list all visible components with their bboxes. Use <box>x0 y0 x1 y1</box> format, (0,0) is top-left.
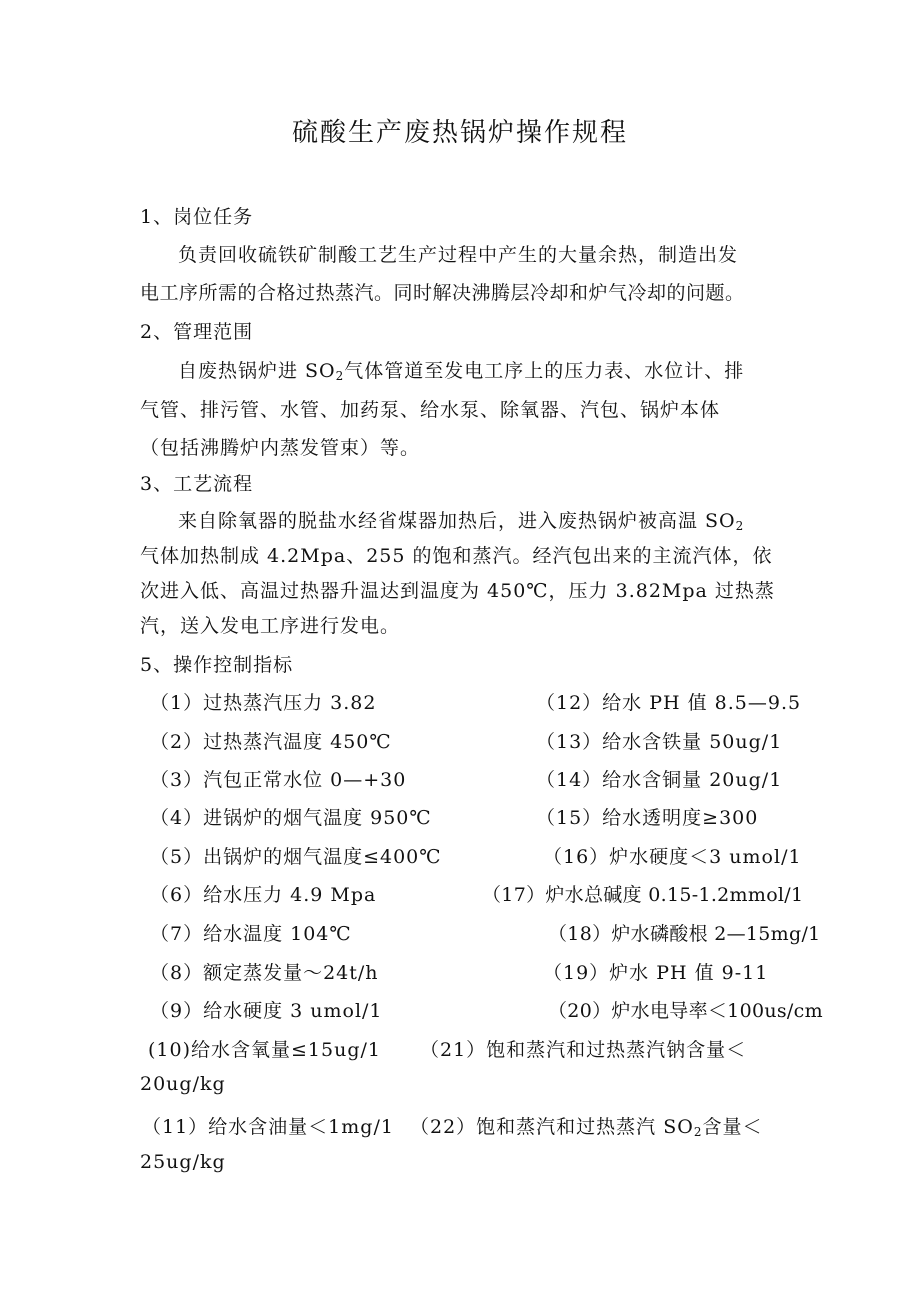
indicator-item-12: （12）给水 PH 值 8.5—9.5 <box>536 692 802 714</box>
so2-subscript: 2 <box>735 519 745 533</box>
indicator-item-7: （7）给水温度 104℃ <box>150 923 352 945</box>
section-1-paragraph-line-1: 负责回收硫铁矿制酸工艺生产过程中产生的大量余热，制造出发 <box>178 244 739 266</box>
indicator-item-11: （11）给水含油量＜1mg/1 <box>142 1116 394 1138</box>
item-22-text-b: 含量＜ <box>702 1116 763 1138</box>
indicator-item-4: （4）进锅炉的烟气温度 950℃ <box>150 807 432 829</box>
indicator-item-1: （1）过热蒸汽压力 3.82 <box>150 692 377 714</box>
section-2-heading: 2、管理范围 <box>140 321 254 343</box>
indicator-item-5: （5）出锅炉的烟气温度≤400℃ <box>150 846 442 868</box>
section-5-heading: 5、操作控制指标 <box>140 654 294 676</box>
indicator-item-20: （20）炉水电导率＜100us/cm <box>548 1000 823 1022</box>
indicator-item-22 <box>410 1112 762 1139</box>
section-2-paragraph-line-1 <box>178 356 744 383</box>
indicator-item-15: （15）给水透明度≥300 <box>536 807 759 829</box>
indicator-item-10: (10)给水含氧量≤15ug/1 <box>148 1039 381 1061</box>
section-3-paragraph-line-4: 汽，送入发电工序进行发电。 <box>140 615 401 637</box>
indicator-item-16: （16）炉水硬度＜3 umol/1 <box>543 846 802 868</box>
indicator-item-17: （17）炉水总碱度 0.15-1.2mmol/1 <box>482 884 804 906</box>
so2-subscript: 2 <box>693 1125 703 1139</box>
indicator-item-13: （13）给水含铁量 50ug/1 <box>536 731 783 753</box>
section-1-heading: 1、岗位任务 <box>140 206 254 228</box>
indicator-item-6: （6）给水压力 4.9 Mpa <box>150 884 377 906</box>
section-3-text-a: 来自除氧器的脱盐水经省煤器加热后，进入废热锅炉被高温 SO <box>178 510 736 532</box>
indicator-item-8: （8）额定蒸发量～24t/h <box>150 962 379 984</box>
indicator-item-21-continuation: 20ug/kg <box>140 1073 226 1095</box>
section-3-paragraph-line-2: 气体加热制成 4.2Mpa、255 的饱和蒸汽。经汽包出来的主流汽体，依 <box>140 545 773 567</box>
indicator-item-18: （18）炉水磷酸根 2—15mg/1 <box>548 923 821 945</box>
section-2-paragraph-line-2: 气管、排污管、水管、加药泵、给水泵、除氧器、汽包、锅炉本体 <box>140 399 721 421</box>
section-2-text-a: 自废热锅炉进 SO <box>178 360 336 382</box>
section-3-paragraph-line-1 <box>178 506 744 533</box>
indicator-item-22-continuation: 25ug/kg <box>140 1151 226 1173</box>
section-2-paragraph-line-3: （包括沸腾炉内蒸发管束）等。 <box>140 437 421 459</box>
item-22-text-a: （22）饱和蒸汽和过热蒸汽 SO <box>410 1116 694 1138</box>
section-3-heading: 3、工艺流程 <box>140 473 254 495</box>
indicator-item-9: （9）给水硬度 3 umol/1 <box>150 1000 383 1022</box>
indicator-item-2: （2）过热蒸汽温度 450℃ <box>150 731 392 753</box>
so2-subscript: 2 <box>335 369 345 383</box>
indicator-item-14: （14）给水含铜量 20ug/1 <box>536 769 783 791</box>
section-3-paragraph-line-3: 次进入低、高温过热器升温达到温度为 450℃，压力 3.82Mpa 过热蒸 <box>140 580 775 602</box>
section-1-paragraph-line-2: 电工序所需的合格过热蒸汽。同时解决沸腾层冷却和炉气冷却的问题。 <box>140 282 745 304</box>
indicator-item-21: （21）饱和蒸汽和过热蒸汽钠含量＜ <box>420 1039 747 1061</box>
indicator-item-19: （19）炉水 PH 值 9-11 <box>543 962 769 984</box>
indicator-item-3: （3）汽包正常水位 0—+30 <box>150 769 407 791</box>
document-title: 硫酸生产废热锅炉操作规程 <box>291 118 628 148</box>
section-2-text-b: 气体管道至发电工序上的压力表、水位计、排 <box>344 360 745 382</box>
